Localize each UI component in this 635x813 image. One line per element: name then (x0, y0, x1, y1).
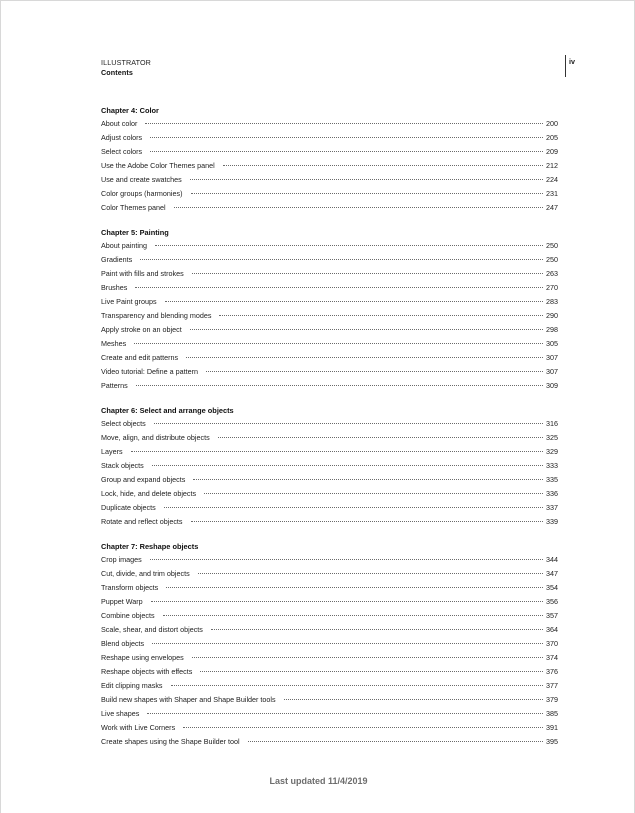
toc-entry[interactable] (101, 337, 558, 351)
dot-leader (211, 629, 543, 630)
toc-entry-page-number[interactable]: 305 (546, 339, 558, 348)
dot-leader (190, 179, 543, 180)
toc-entry-page-number[interactable]: 309 (546, 381, 558, 390)
toc-entry-page-number[interactable]: 333 (546, 461, 558, 470)
toc-entry-label[interactable]: Adjust colors (101, 133, 143, 142)
toc-entry-label[interactable]: Select objects (101, 419, 146, 428)
toc-entry[interactable] (101, 665, 558, 679)
toc-entry[interactable] (101, 501, 558, 515)
dot-leader (191, 521, 543, 522)
toc-entry-label[interactable]: Move, align, and distribute objects (101, 433, 210, 442)
toc-entry-page-number[interactable]: 337 (546, 503, 558, 512)
toc-entry-page-number[interactable]: 329 (546, 447, 558, 456)
toc-entry[interactable] (101, 145, 558, 159)
dot-leader (134, 343, 543, 344)
chapter-title[interactable]: Chapter 7: Reshape objects (101, 542, 199, 551)
toc-entry-label[interactable]: Edit clipping masks (101, 681, 163, 690)
toc-entry-page-number[interactable]: 307 (546, 367, 558, 376)
toc-entry[interactable] (101, 431, 558, 445)
toc-entry[interactable] (101, 253, 558, 267)
toc-entry[interactable] (101, 117, 558, 131)
toc-entry-page-number[interactable]: 354 (546, 583, 558, 592)
toc-entry-page-number[interactable]: 231 (546, 189, 558, 198)
toc-entry-label[interactable]: Paint with fills and strokes (101, 269, 184, 278)
toc-entry[interactable] (101, 693, 558, 707)
toc-entry[interactable] (101, 623, 558, 637)
toc-entry-label[interactable]: Video tutorial: Define a pattern (101, 367, 198, 376)
toc-entry[interactable] (101, 609, 558, 623)
dot-leader (284, 699, 543, 700)
toc-entry-page-number[interactable]: 395 (546, 737, 558, 746)
toc-entry-page-number[interactable]: 209 (546, 147, 558, 156)
toc-entry-page-number[interactable]: 335 (546, 475, 558, 484)
toc-entry-label[interactable]: Stack objects (101, 461, 144, 470)
toc-entry[interactable] (101, 379, 558, 393)
toc-entry-page-number[interactable]: 376 (546, 667, 558, 676)
table-of-contents (101, 104, 558, 760)
toc-entry[interactable] (101, 581, 558, 595)
dot-leader (191, 193, 544, 194)
toc-entry-label[interactable]: Brushes (101, 283, 128, 292)
toc-entry-label[interactable]: Live Paint groups (101, 297, 157, 306)
toc-entry-page-number[interactable]: 247 (546, 203, 558, 212)
toc-entry-label[interactable]: Gradients (101, 255, 133, 264)
product-name: ILLUSTRATOR (101, 58, 151, 67)
page-number: iv (569, 57, 575, 66)
dot-leader (136, 385, 543, 386)
toc-entry-page-number[interactable]: 290 (546, 311, 558, 320)
dot-leader (135, 287, 543, 288)
dot-leader (171, 685, 543, 686)
toc-entry-label[interactable]: Group and expand objects (101, 475, 186, 484)
toc-entry-page-number[interactable]: 307 (546, 353, 558, 362)
last-updated-footer: Last updated 11/4/2019 (269, 776, 368, 786)
toc-entry-label[interactable]: Lock, hide, and delete objects (101, 489, 197, 498)
toc-entry-label[interactable]: Transparency and blending modes (101, 311, 212, 320)
toc-entry[interactable] (101, 159, 558, 173)
toc-entry[interactable] (101, 417, 558, 431)
section-name: Contents (101, 68, 133, 77)
toc-entry[interactable] (101, 595, 558, 609)
toc-entry-label[interactable]: Patterns (101, 381, 128, 390)
dot-leader (219, 315, 543, 316)
toc-entry-page-number[interactable]: 347 (546, 569, 558, 578)
toc-entry-page-number[interactable]: 364 (546, 625, 558, 634)
toc-entry-label[interactable]: Combine objects (101, 611, 155, 620)
toc-chapter (101, 404, 558, 529)
dot-leader (131, 451, 543, 452)
dot-leader (155, 245, 543, 246)
toc-entry-label[interactable]: Meshes (101, 339, 127, 348)
toc-entry[interactable] (101, 707, 558, 721)
toc-entry-page-number[interactable]: 200 (546, 119, 558, 128)
toc-entry-page-number[interactable]: 356 (546, 597, 558, 606)
dot-leader (163, 615, 543, 616)
toc-entry-label[interactable]: Select colors (101, 147, 143, 156)
toc-entry[interactable] (101, 679, 558, 693)
toc-entry[interactable] (101, 473, 558, 487)
toc-entry[interactable] (101, 281, 558, 295)
running-header (101, 58, 151, 78)
toc-entry-page-number[interactable]: 339 (546, 517, 558, 526)
toc-entry-page-number[interactable]: 379 (546, 695, 558, 704)
toc-entry[interactable] (101, 131, 558, 145)
toc-entry-label[interactable]: Transform objects (101, 583, 159, 592)
dot-leader (152, 465, 543, 466)
dot-leader (150, 151, 543, 152)
toc-entry[interactable] (101, 309, 558, 323)
toc-entry[interactable] (101, 445, 558, 459)
dot-leader (198, 573, 543, 574)
dot-leader (206, 371, 543, 372)
toc-entry-label[interactable]: Build new shapes with Shaper and Shape Builder tools (101, 695, 276, 704)
toc-entry-label[interactable]: Use the Adobe Color Themes panel (101, 161, 215, 170)
dot-leader (193, 479, 543, 480)
chapter-title[interactable]: Chapter 5: Painting (101, 228, 169, 237)
dot-leader (248, 741, 543, 742)
toc-entry-page-number[interactable]: 370 (546, 639, 558, 648)
toc-entry-label[interactable]: Duplicate objects (101, 503, 156, 512)
toc-entry-page-number[interactable]: 336 (546, 489, 558, 498)
toc-entry-label[interactable]: Use and create swatches (101, 175, 182, 184)
toc-entry-label[interactable]: Work with Live Corners (101, 723, 176, 732)
toc-entry-page-number[interactable]: 212 (546, 161, 558, 170)
toc-entry-page-number[interactable]: 325 (546, 433, 558, 442)
toc-entry-label[interactable]: Create and edit patterns (101, 353, 179, 362)
toc-entry-label[interactable]: Layers (101, 447, 123, 456)
toc-entry-label[interactable]: About color (101, 119, 138, 128)
toc-entry[interactable] (101, 553, 558, 567)
toc-entry-page-number[interactable]: 263 (546, 269, 558, 278)
chapter-title[interactable]: Chapter 4: Color (101, 106, 159, 115)
dot-leader (147, 713, 543, 714)
toc-entry[interactable] (101, 173, 558, 187)
toc-entry[interactable] (101, 459, 558, 473)
toc-entry-page-number[interactable]: 250 (546, 241, 558, 250)
dot-leader (174, 207, 543, 208)
toc-entry[interactable] (101, 323, 558, 337)
toc-chapter (101, 226, 558, 393)
toc-entry-page-number[interactable]: 391 (546, 723, 558, 732)
toc-entry-page-number[interactable]: 270 (546, 283, 558, 292)
dot-leader (186, 357, 543, 358)
dot-leader (183, 727, 543, 728)
chapter-title[interactable]: Chapter 6: Select and arrange objects (101, 406, 234, 415)
toc-entry-page-number[interactable]: 250 (546, 255, 558, 264)
toc-entry[interactable] (101, 567, 558, 581)
dot-leader (140, 259, 543, 260)
toc-entry[interactable] (101, 295, 558, 309)
dot-leader (164, 507, 543, 508)
dot-leader (192, 273, 543, 274)
dot-leader (150, 137, 543, 138)
dot-leader (204, 493, 543, 494)
toc-entry[interactable] (101, 351, 558, 365)
toc-entry-label[interactable]: Live shapes (101, 709, 140, 718)
dot-leader (166, 587, 543, 588)
toc-entry-label[interactable]: Blend objects (101, 639, 145, 648)
toc-entry-label[interactable]: Color Themes panel (101, 203, 166, 212)
toc-entry[interactable] (101, 487, 558, 501)
toc-entry[interactable] (101, 515, 558, 529)
page-number-rule (565, 55, 566, 77)
dot-leader (145, 123, 543, 124)
toc-entry[interactable] (101, 267, 558, 281)
dot-leader (190, 329, 543, 330)
dot-leader (192, 657, 543, 658)
toc-entry-label[interactable]: Reshape objects with effects (101, 667, 193, 676)
toc-entry-label[interactable]: Puppet Warp (101, 597, 143, 606)
toc-entry-page-number[interactable]: 224 (546, 175, 558, 184)
toc-entry-label[interactable]: About painting (101, 241, 147, 250)
toc-chapter (101, 540, 558, 749)
toc-entry-page-number[interactable]: 357 (546, 611, 558, 620)
toc-entry[interactable] (101, 187, 558, 201)
dot-leader (151, 601, 543, 602)
dot-leader (223, 165, 543, 166)
toc-entry-page-number[interactable]: 344 (546, 555, 558, 564)
dot-leader (154, 423, 543, 424)
toc-entry-page-number[interactable]: 374 (546, 653, 558, 662)
toc-entry-page-number[interactable]: 316 (546, 419, 558, 428)
toc-entry[interactable] (101, 365, 558, 379)
dot-leader (218, 437, 543, 438)
toc-entry-page-number[interactable]: 205 (546, 133, 558, 142)
toc-entry[interactable] (101, 735, 558, 749)
dot-leader (200, 671, 543, 672)
toc-chapter (101, 104, 558, 215)
toc-entry[interactable] (101, 721, 558, 735)
toc-entry-label[interactable]: Create shapes using the Shape Builder tool (101, 737, 240, 746)
dot-leader (165, 301, 543, 302)
toc-entry-label[interactable]: Color groups (harmonies) (101, 189, 183, 198)
toc-entry-label[interactable]: Crop images (101, 555, 142, 564)
dot-leader (150, 559, 543, 560)
toc-entry-page-number[interactable]: 385 (546, 709, 558, 718)
toc-entry-page-number[interactable]: 283 (546, 297, 558, 306)
toc-entry[interactable] (101, 239, 558, 253)
toc-entry-label[interactable]: Scale, shear, and distort objects (101, 625, 203, 634)
toc-entry[interactable] (101, 651, 558, 665)
toc-entry-label[interactable]: Rotate and reflect objects (101, 517, 183, 526)
toc-entry[interactable] (101, 637, 558, 651)
toc-entry[interactable] (101, 201, 558, 215)
toc-entry-page-number[interactable]: 377 (546, 681, 558, 690)
toc-entry-label[interactable]: Apply stroke on an object (101, 325, 182, 334)
toc-entry-page-number[interactable]: 298 (546, 325, 558, 334)
toc-entry-label[interactable]: Reshape using envelopes (101, 653, 184, 662)
dot-leader (152, 643, 543, 644)
toc-entry-label[interactable]: Cut, divide, and trim objects (101, 569, 190, 578)
